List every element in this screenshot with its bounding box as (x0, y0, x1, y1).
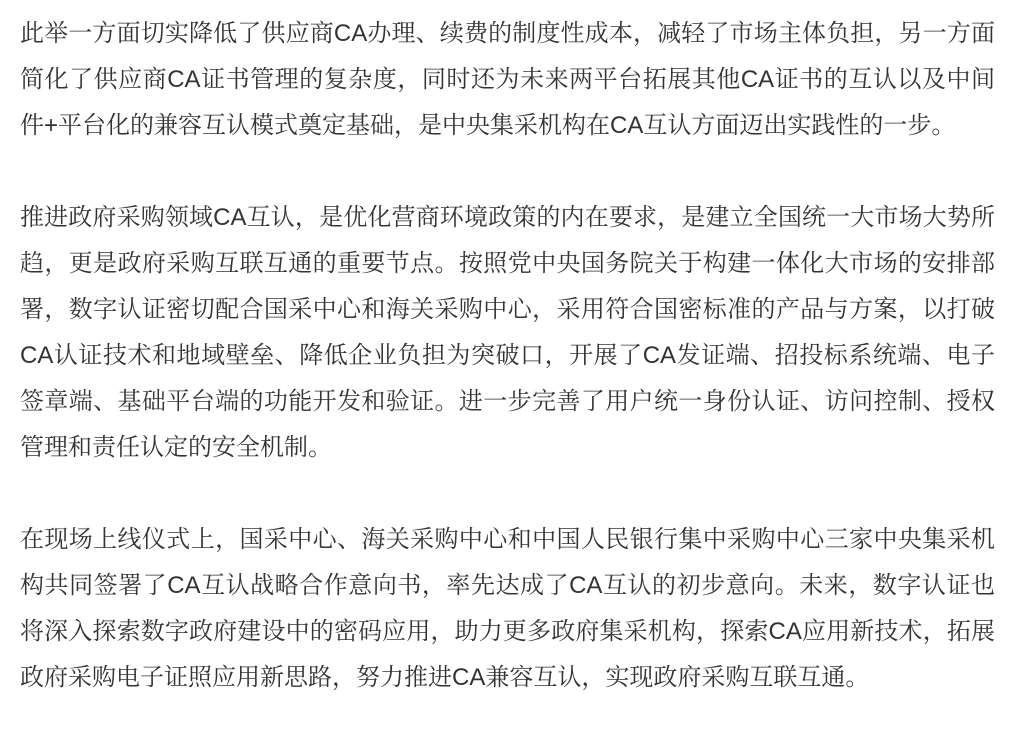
article-paragraph-2: 推进政府采购领域CA互认，是优化营商环境政策的内在要求，是建立全国统一大市场大势所趋，更是政府采购互联互通的重要节点。按照党中央国务院关于构建一体化大市场的安排部署，数字认证密切配合国采中心和海关采购中心，采用符合国密标准的产品与方案，以打破CA认证技术和地域壁垒、降低企业负担为突破口，开展了CA发证端、招投标系统端、电子签章端、基础平台端的功能开发和验证。进一步完善了用户统一身份认证、访问控制、授权管理和责任认定的安全机制。 (20, 204, 995, 461)
article-paragraph-1: 此举一方面切实降低了供应商CA办理、续费的制度性成本，减轻了市场主体负担，另一方面简化了供应商CA证书管理的复杂度，同时还为未来两平台拓展其他CA证书的互认以及中间件+平台化的兼容互认模式奠定基础，是中央集采机构在CA互认方面迈出实践性的一步。 (20, 20, 995, 139)
article-paragraph-3: 在现场上线仪式上，国采中心、海关采购中心和中国人民银行集中采购中心三家中央集采机构共同签署了CA互认战略合作意向书，率先达成了CA互认的初步意向。未来，数字认证也将深入探索数字政府建设中的密码应用，助力更多政府集采机构，探索CA应用新技术，拓展政府采购电子证照应用新思路，努力推进CA兼容互认，实现政府采购互联互通。 (20, 526, 995, 691)
